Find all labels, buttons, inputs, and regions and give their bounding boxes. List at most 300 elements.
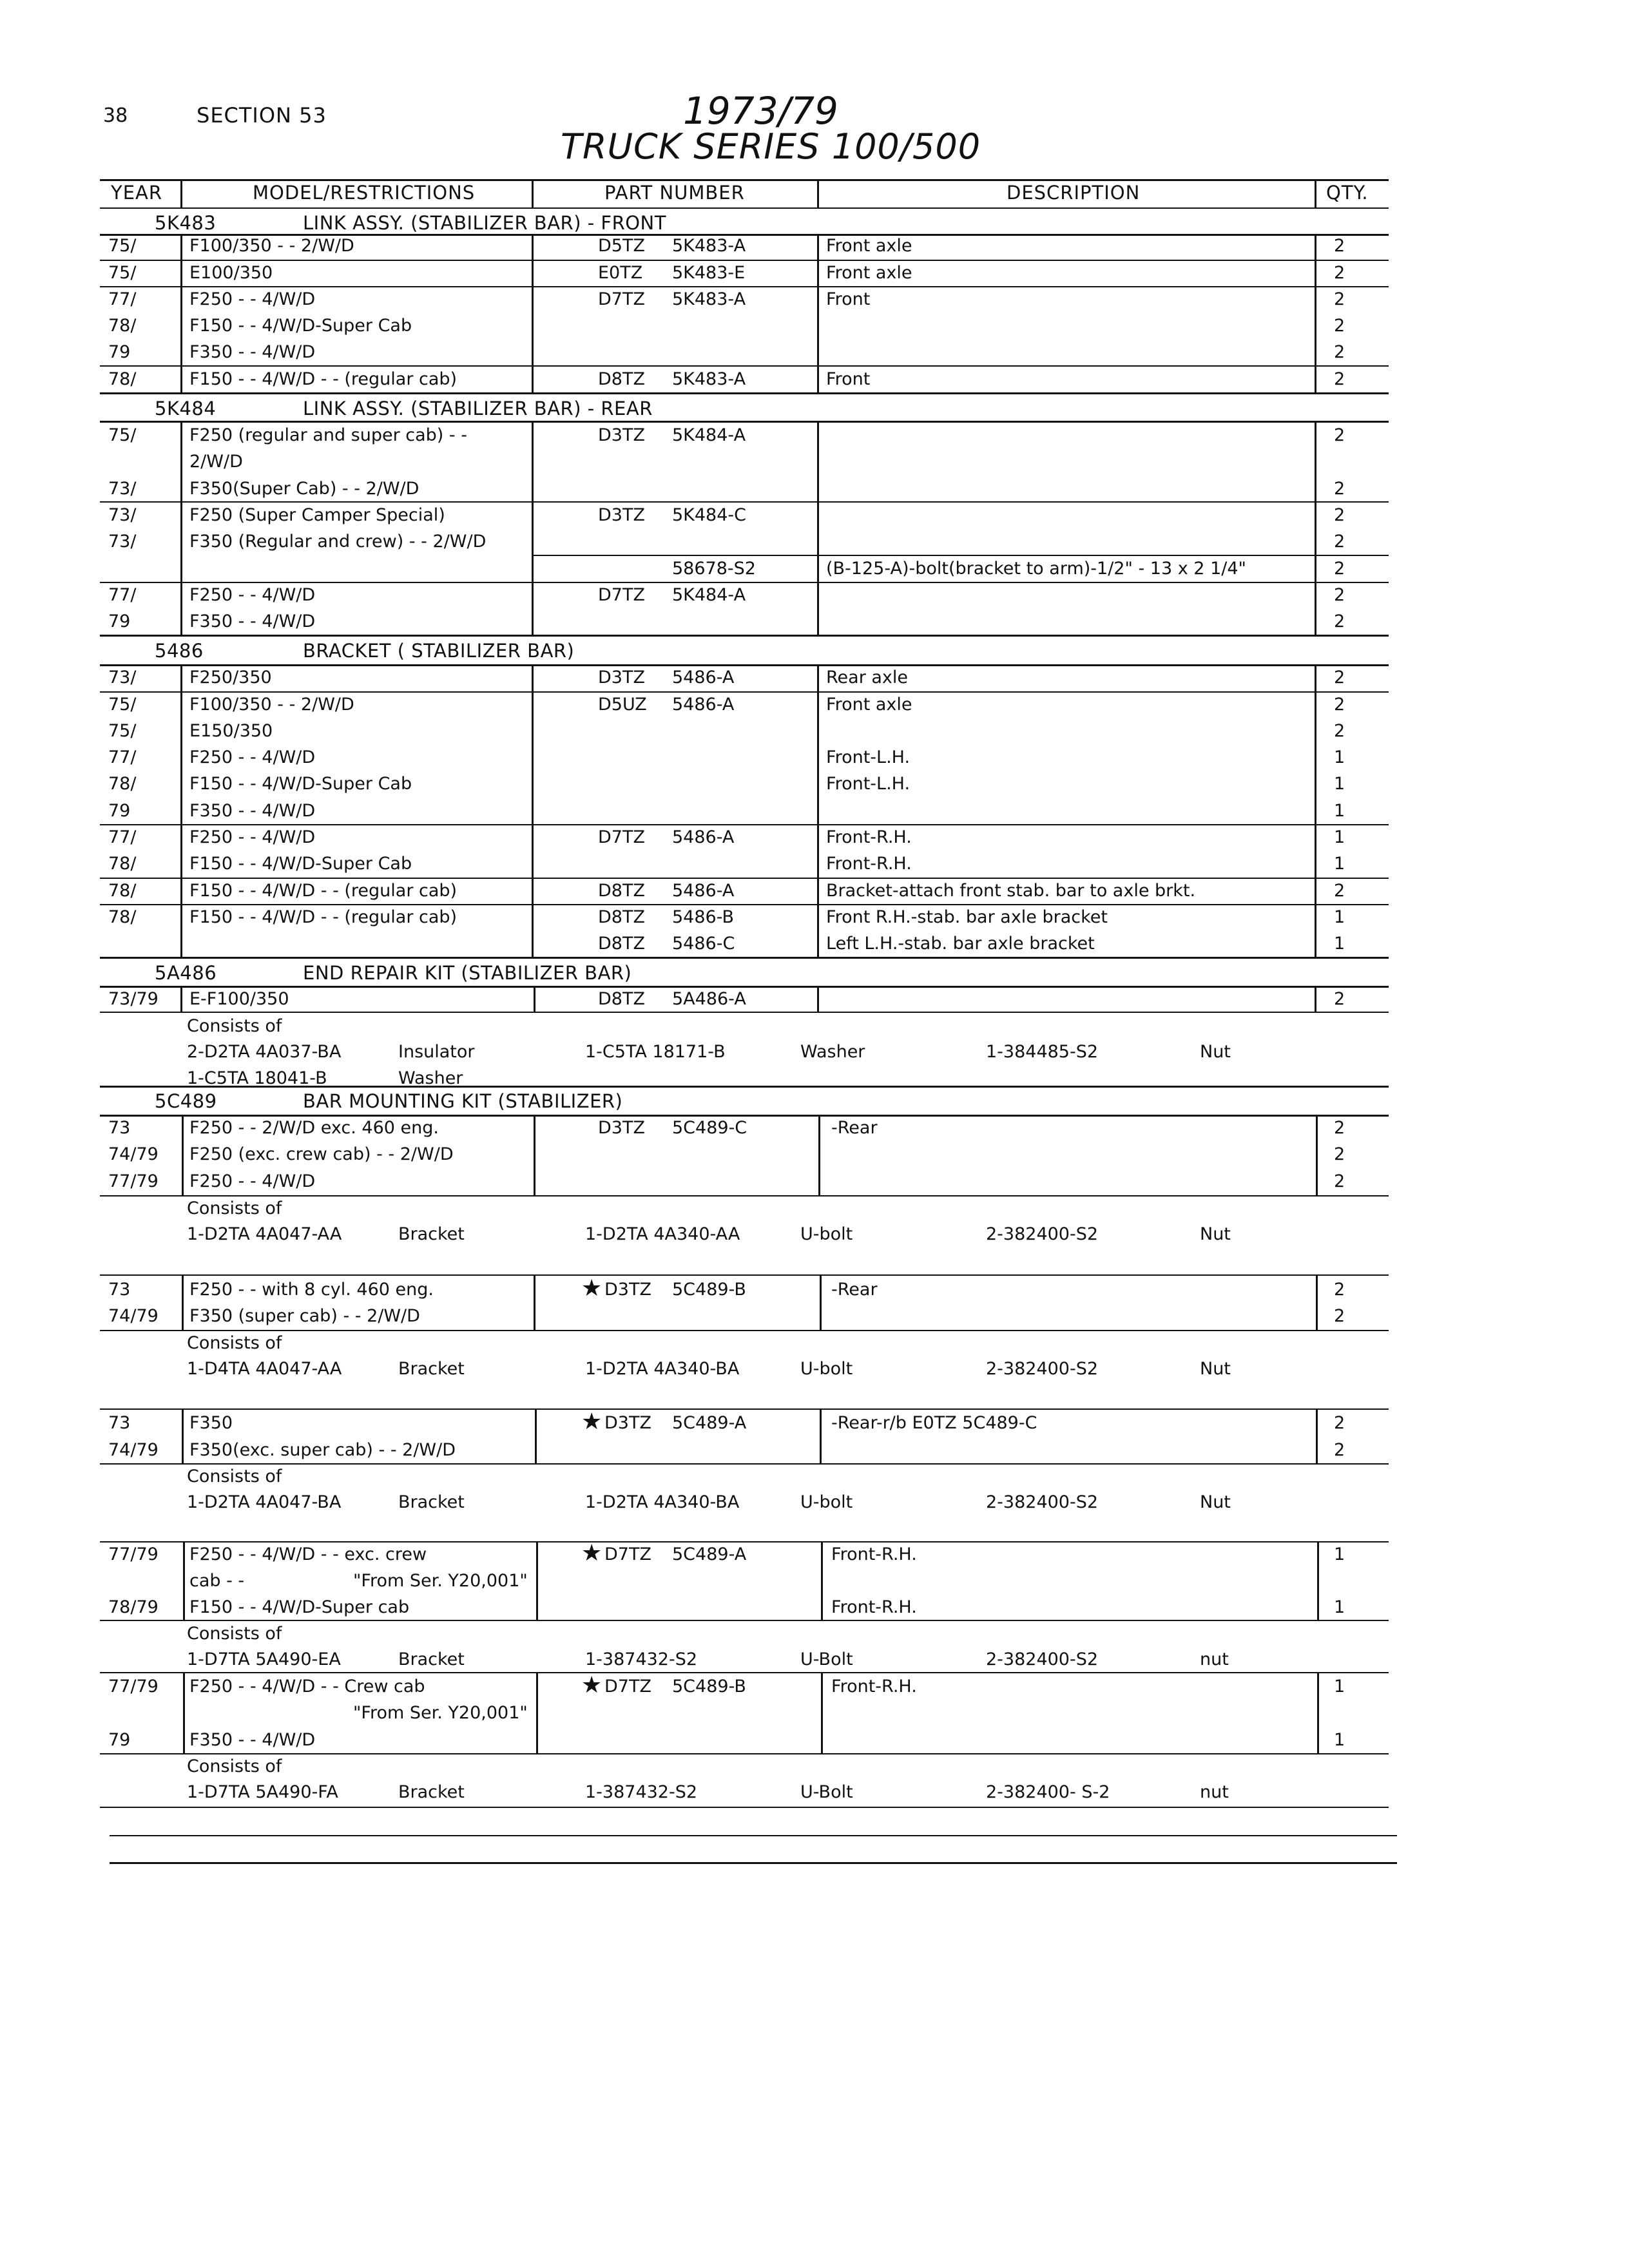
column-divider [817,986,819,1012]
column-divider [535,1408,537,1463]
row-part-base: 5A486-A [672,989,746,1009]
star-icon: ★ [581,1540,602,1566]
row-qty: 2 [1334,1306,1345,1326]
rule-line [100,635,1389,637]
row-qty: 2 [1334,342,1345,362]
row-year: 78/ [108,907,137,927]
row-model: F350 - - 4/W/D [189,611,316,631]
column-divider [1315,986,1316,1012]
kit-item: U-Bolt [800,1782,853,1802]
kit-item: U-bolt [800,1492,853,1512]
star-icon: ★ [581,1672,602,1698]
kit-item: 2-382400-S2 [986,1224,1099,1244]
row-year: 79 [108,1730,131,1750]
kit-item: 1-D4TA 4A047-AA [187,1359,342,1379]
row-part-prefix: D3TZ [598,425,645,445]
column-header-description: DESCRIPTION [1007,182,1141,204]
row-model: F350 (Regular and crew) - - 2/W/D [189,532,487,552]
row-qty: 1 [1334,747,1345,767]
row-part-base: 5K483-A [672,289,746,309]
kit-item: Bracket [398,1649,465,1669]
row-part-base: 5K484-A [672,585,746,605]
row-qty: 2 [1334,532,1345,552]
rule-line [100,286,1389,287]
kit-item: Nut [1200,1359,1231,1379]
kit-consists-label: Consists of [187,1333,282,1353]
kit-item: Nut [1200,1042,1231,1062]
rule-line [100,664,1389,666]
row-year: 73 [108,1413,131,1433]
row-qty: 2 [1334,289,1345,309]
row-part-base: 5C489-A [672,1413,747,1433]
kit-item: Bracket [398,1492,465,1512]
row-part-prefix: D7TZ [604,1677,651,1696]
kit-item: 1-D2TA 4A047-AA [187,1224,342,1244]
row-year: 78/ [108,854,137,874]
group-title: LINK ASSY. (STABILIZER BAR) - FRONT [303,212,666,234]
row-part-base: 5K484-A [672,425,746,445]
kit-item: nut [1200,1649,1229,1669]
column-divider [817,421,819,635]
row-part-prefix: D5TZ [598,236,645,256]
row-year: 77/79 [108,1677,159,1696]
kit-consists-label: Consists of [187,1016,282,1036]
kit-item: 1-387432-S2 [585,1649,698,1669]
row-description: Front axle [826,236,912,256]
row-qty: 2 [1334,505,1345,525]
row-model: E150/350 [189,721,273,741]
column-divider [532,421,534,635]
column-header-year: YEAR [111,182,163,204]
row-model: E-F100/350 [189,989,289,1009]
row-part-base: 5K483-A [672,236,746,256]
row-part-prefix: D8TZ [598,989,645,1009]
kit-item: U-bolt [800,1359,853,1379]
row-year: 73 [108,1280,131,1300]
column-divider [536,1672,538,1753]
row-model: F350(Super Cab) - - 2/W/D [189,479,419,499]
row-part-prefix: D7TZ [604,1544,651,1564]
section-label: SECTION 53 [197,103,327,128]
row-qty: 2 [1334,611,1345,631]
row-part-base: 5486-B [672,907,735,927]
row-part-base: 5K483-E [672,263,746,283]
row-part-base: 5C489-A [672,1544,747,1564]
rule-line [100,207,1389,209]
row-description: Front [826,289,871,309]
column-divider [532,664,534,957]
kit-item: 2-D2TA 4A037-BA [187,1042,342,1062]
row-year: 73/79 [108,989,159,1009]
kit-item: Bracket [398,1782,465,1802]
row-description: Front-R.H. [826,854,912,874]
row-qty: 1 [1334,1597,1345,1617]
rule-line [100,1463,1389,1465]
row-part-prefix: D7TZ [598,289,645,309]
row-qty: 2 [1334,585,1345,605]
row-part-prefix: D5UZ [598,695,647,715]
row-part-prefix: D7TZ [598,585,645,605]
row-model: F150 - - 4/W/D-Super Cab [189,316,412,336]
row-part-prefix: D8TZ [598,934,645,954]
row-qty: 1 [1334,907,1345,927]
group-code: 5A486 [155,962,217,984]
row-year: 77/ [108,289,137,309]
row-description: Front [826,369,871,389]
kit-item: 1-D2TA 4A047-BA [187,1492,342,1512]
row-year: 73 [108,1118,131,1138]
row-qty: 2 [1334,695,1345,715]
rule-line [100,260,1389,261]
rule-line [100,1012,1389,1013]
column-divider [1317,1541,1319,1620]
row-part-prefix: D8TZ [598,907,645,927]
row-description: -Rear [831,1280,878,1300]
row-model: F350 (super cab) - - 2/W/D [189,1306,420,1326]
column-divider [1315,421,1316,635]
column-divider [817,179,819,207]
row-part-base: 5K484-C [672,505,747,525]
kit-item: Washer [800,1042,865,1062]
row-model: F250 - - 4/W/D [189,827,316,847]
row-description: Rear axle [826,668,909,687]
row-qty: 2 [1334,989,1345,1009]
column-divider [817,664,819,957]
row-year: 77/ [108,747,137,767]
row-model: 2/W/D [189,452,243,472]
row-model: F250 (regular and super cab) - - [189,425,467,445]
row-model: F350 - - 4/W/D [189,1730,316,1750]
kit-consists-label: Consists of [187,1624,282,1644]
rule-line [100,365,1389,367]
column-divider [182,1408,184,1463]
kit-item: Bracket [398,1224,465,1244]
kit-item: 2-382400- S-2 [986,1782,1110,1802]
kit-item: U-Bolt [800,1649,853,1669]
row-qty: 1 [1334,1677,1345,1696]
row-year: 75/ [108,695,137,715]
column-divider [1316,1408,1318,1463]
rule-line [100,1672,1389,1673]
column-divider [820,1274,822,1330]
star-icon: ★ [581,1275,602,1302]
row-qty: 2 [1334,1413,1345,1433]
kit-item: 1-C5TA 18171-B [585,1042,726,1062]
column-header-part-number: PART NUMBER [604,182,745,204]
group-title: LINK ASSY. (STABILIZER BAR) - REAR [303,398,653,419]
row-model: F150 - - 4/W/D-Super Cab [189,854,412,874]
row-qty: 2 [1334,668,1345,687]
row-qty: 2 [1334,1118,1345,1138]
rule-line [100,582,1389,583]
rule-line [100,1330,1389,1331]
row-model: F250 - - 4/W/D [189,1171,316,1191]
row-qty: 2 [1334,881,1345,901]
row-part-prefix: D3TZ [604,1280,651,1300]
rule-line [100,1408,1389,1410]
kit-item: Nut [1200,1492,1231,1512]
kit-item: 1-387432-S2 [585,1782,698,1802]
kit-item: 1-D2TA 4A340-AA [585,1224,740,1244]
row-model: F350 - - 4/W/D [189,342,316,362]
rule-line [100,1195,1389,1196]
row-year: 75/ [108,425,137,445]
row-description: Front-R.H. [831,1597,917,1617]
row-part-prefix: D3TZ [598,1118,645,1138]
rule-line [100,1807,1389,1808]
rule-line [100,957,1389,959]
rule-line [100,691,1389,693]
row-qty: 2 [1334,316,1345,336]
row-description: Front axle [826,263,912,283]
group-code: 5486 [155,640,204,662]
rule-line [100,878,1389,879]
kit-consists-label: Consists of [187,1756,282,1776]
column-divider [180,234,182,392]
column-divider [1315,664,1316,957]
column-divider [534,1115,535,1195]
group-code: 5K483 [155,212,217,234]
row-year: 78/79 [108,1597,159,1617]
column-divider [1317,1672,1319,1753]
rule-line [100,824,1389,825]
column-divider [1315,234,1316,392]
row-model: F250 - - with 8 cyl. 460 eng. [189,1280,434,1300]
row-year: 78/ [108,369,137,389]
row-model: F250 - - 4/W/D [189,747,316,767]
row-qty: 1 [1334,1730,1345,1750]
row-year: 73/ [108,668,137,687]
row-year: 73/ [108,505,137,525]
row-part-base: 5K483-A [672,369,746,389]
row-description: Left L.H.-stab. bar axle bracket [826,934,1095,954]
row-description: Front-R.H. [831,1677,917,1696]
rule-line [100,234,1389,236]
column-divider [536,1541,538,1620]
row-year: 73/ [108,479,137,499]
row-description: Front-R.H. [826,827,912,847]
kit-item: U-bolt [800,1224,853,1244]
row-year: 78/ [108,316,137,336]
row-model: F250 - - 4/W/D [189,289,316,309]
row-description: Front axle [826,695,912,715]
column-divider [182,1115,184,1195]
row-year: 79 [108,611,131,631]
row-part-prefix: D8TZ [598,881,645,901]
kit-consists-label: Consists of [187,1198,282,1218]
row-qty: 2 [1334,369,1345,389]
row-qty: 2 [1334,1171,1345,1191]
page-title-series: TRUCK SERIES 100/500 [561,126,981,167]
row-model: F150 - - 4/W/D-Super Cab [189,774,412,794]
row-model: F250 (exc. crew cab) - - 2/W/D [189,1144,454,1164]
row-year: 79 [108,801,131,821]
row-part-base: 5486-A [672,668,735,687]
kit-item: 1-384485-S2 [986,1042,1099,1062]
row-year: 74/79 [108,1440,159,1460]
row-part-base: 5486-C [672,934,735,954]
column-divider [182,1274,184,1330]
kit-item: 2-382400-S2 [986,1492,1099,1512]
row-qty: 2 [1334,1440,1345,1460]
row-part-base: 5C489-B [672,1677,746,1696]
row-qty: 1 [1334,1544,1345,1564]
row-part-base: 58678-S2 [672,559,756,579]
row-description: -Rear-r/b E0TZ 5C489-C [831,1413,1037,1433]
group-title: END REPAIR KIT (STABILIZER BAR) [303,962,632,984]
column-divider [534,986,535,1012]
group-title: BAR MOUNTING KIT (STABILIZER) [303,1090,623,1112]
row-model: F150 - - 4/W/D-Super cab [189,1597,410,1617]
row-model: F150 - - 4/W/D - - (regular cab) [189,907,458,927]
row-qty: 2 [1334,479,1345,499]
rule-line [100,1541,1389,1542]
row-part-prefix: D3TZ [598,668,645,687]
row-year: 77/ [108,827,137,847]
rule-line [100,1274,1389,1276]
row-year: 77/ [108,585,137,605]
group-code: 5K484 [155,398,217,419]
rule-line [100,421,1389,423]
column-divider [534,1274,535,1330]
kit-item: Bracket [398,1359,465,1379]
row-part-base: 5486-A [672,881,735,901]
row-part-prefix: D3TZ [598,505,645,525]
row-model: F250 - - 4/W/D - - Crew cab [189,1677,425,1696]
kit-item: nut [1200,1782,1229,1802]
rule-line [100,392,1389,394]
row-model-note: "From Ser. Y20,001" [353,1571,528,1591]
column-divider [1316,1115,1318,1195]
row-model: F100/350 - - 2/W/D [189,236,354,256]
row-part-prefix: D3TZ [604,1413,651,1433]
star-icon: ★ [581,1408,602,1435]
row-qty: 1 [1334,827,1345,847]
column-divider [183,1541,185,1620]
row-model: F150 - - 4/W/D - - (regular cab) [189,881,458,901]
row-year: 79 [108,342,131,362]
row-part-prefix: D7TZ [598,827,645,847]
kit-item: 1-D7TA 5A490-FA [187,1782,338,1802]
page-title-years: 1973/79 [683,89,838,133]
column-header-model: MODEL/RESTRICTIONS [253,182,476,204]
column-header-qty: QTY. [1326,182,1369,204]
row-qty: 2 [1334,263,1345,283]
row-qty: 1 [1334,774,1345,794]
rule-line [100,1115,1389,1117]
rule-line [534,555,1389,556]
row-model: F350 [189,1413,233,1433]
row-qty: 2 [1334,236,1345,256]
rule-line [100,1753,1389,1754]
row-model: F150 - - 4/W/D - - (regular cab) [189,369,458,389]
column-divider [180,986,182,1012]
kit-item: Nut [1200,1224,1231,1244]
column-divider [1316,1274,1318,1330]
column-divider [532,234,534,392]
column-divider [821,1672,823,1753]
kit-item: 1-D2TA 4A340-BA [585,1359,740,1379]
row-qty: 2 [1334,425,1345,445]
rule-line [100,501,1389,503]
kit-item: Washer [398,1068,463,1088]
row-model: F350(exc. super cab) - - 2/W/D [189,1440,456,1460]
kit-item: 1-C5TA 18041-B [187,1068,327,1088]
kit-item: 1-D2TA 4A340-BA [585,1492,740,1512]
kit-consists-label: Consists of [187,1466,282,1486]
column-divider [817,234,819,392]
row-year: 78/ [108,774,137,794]
column-divider [1315,179,1316,207]
row-model: F250 - - 4/W/D - - exc. crew [189,1544,427,1564]
kit-item: 2-382400-S2 [986,1359,1099,1379]
row-year: 75/ [108,236,137,256]
row-part-base: 5C489-C [672,1118,747,1138]
row-part-base: 5486-A [672,827,735,847]
row-year: 78/ [108,881,137,901]
row-qty: 1 [1334,801,1345,821]
row-part-prefix: E0TZ [598,263,643,283]
row-qty: 2 [1334,721,1345,741]
rule-line [100,986,1389,988]
row-year: 75/ [108,263,137,283]
group-title: BRACKET ( STABILIZER BAR) [303,640,575,662]
row-year: 77/79 [108,1544,159,1564]
column-divider [821,1541,823,1620]
row-model-note: "From Ser. Y20,001" [353,1703,528,1723]
row-year: 73/ [108,532,137,552]
rule-line [110,1835,1397,1836]
column-divider [183,1672,185,1753]
row-part-prefix: D8TZ [598,369,645,389]
column-divider [818,1115,820,1195]
group-code: 5C489 [155,1090,217,1112]
column-divider [180,421,182,635]
row-model: E100/350 [189,263,273,283]
row-model: F350 - - 4/W/D [189,801,316,821]
row-qty: 1 [1334,934,1345,954]
row-qty: 2 [1334,559,1345,579]
page-number: 38 [103,104,128,127]
row-description: Bracket-attach front stab. bar to axle brkt. [826,881,1196,901]
row-description: Front-R.H. [831,1544,917,1564]
rule-line [100,1086,1389,1088]
rule-line [100,904,1389,905]
kit-item: Insulator [398,1042,475,1062]
row-model: F100/350 - - 2/W/D [189,695,354,715]
row-year: 74/79 [108,1144,159,1164]
row-qty: 2 [1334,1280,1345,1300]
kit-item: 2-382400-S2 [986,1649,1099,1669]
row-qty: 2 [1334,1144,1345,1164]
row-model: F250 (Super Camper Special) [189,505,445,525]
row-qty: 1 [1334,854,1345,874]
row-part-base: 5486-A [672,695,735,715]
column-divider [532,179,534,207]
table-top-rule [100,179,1389,181]
row-description: Front R.H.-stab. bar axle bracket [826,907,1108,927]
row-year: 77/79 [108,1171,159,1191]
row-model: F250 - - 4/W/D [189,585,316,605]
row-year: 75/ [108,721,137,741]
row-description: (B-125-A)-bolt(bracket to arm)-1/2" - 13 x 2 1/4" [826,559,1246,579]
row-description: -Rear [831,1118,878,1138]
row-model: F250 - - 2/W/D exc. 460 eng. [189,1118,439,1138]
table-bottom-rule [110,1862,1397,1864]
row-model: F250/350 [189,668,272,687]
row-part-base: 5C489-B [672,1280,746,1300]
row-model: cab - - [189,1571,245,1591]
